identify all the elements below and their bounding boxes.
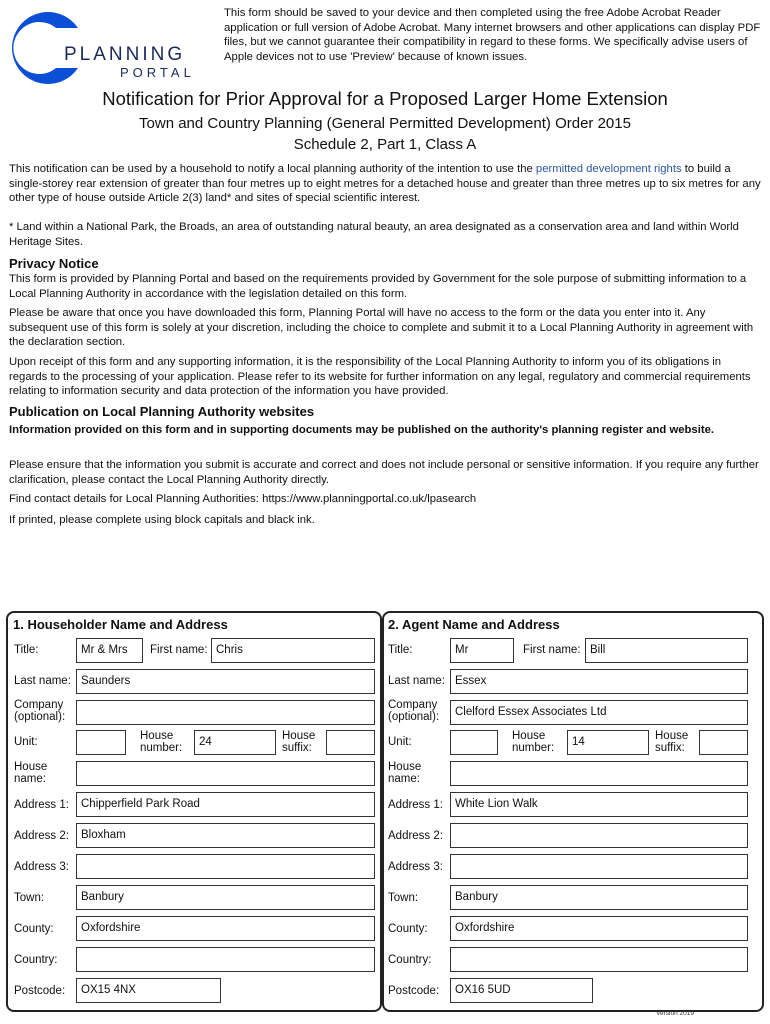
label-last-name: Last name: <box>14 675 71 687</box>
label-company-optional: (optional): <box>388 711 440 723</box>
label-town: Town: <box>388 892 419 904</box>
label-first-name: First name: <box>150 644 208 656</box>
label-company: Company <box>388 699 438 711</box>
householder-first-name-field[interactable]: Chris <box>211 638 375 663</box>
label-house-name: House <box>14 761 48 773</box>
label-postcode: Postcode: <box>388 985 440 997</box>
householder-town-field[interactable]: Banbury <box>76 885 375 910</box>
householder-address-2-field[interactable]: Bloxham <box>76 823 375 848</box>
label-title: Title: <box>388 644 413 656</box>
label-town: Town: <box>14 892 45 904</box>
label-house-suffix: House <box>655 730 689 742</box>
householder-county-field[interactable]: Oxfordshire <box>76 916 375 941</box>
agent-company-field[interactable]: Clelford Essex Associates Ltd <box>450 700 748 725</box>
agent-county-field[interactable]: Oxfordshire <box>450 916 748 941</box>
intro-paragraph: This notification can be used by a household to notify a local planning authority of the intention to use the permitted development rights to build a single-storey rear extension of greater than four metres up to eight metres for a detached house and greater than three metres up to six metres for any other type of house outside Article 2(3) land* and sites of special scientific interest. <box>9 163 761 204</box>
privacy-paragraph-1: This form is provided by Planning Portal and based on the requirements provided by Government for the sole purpose of submitting information to a Local Planning Authority in accordance with the legislation detailed on this form. <box>9 273 747 300</box>
lpa-contact-text: Find contact details for Local Planning Authorities: https://www.planningportal.co.uk/lpasearch <box>9 493 477 505</box>
label-house-number-2: number: <box>512 742 555 754</box>
householder-heading: 1. Householder Name and Address <box>13 617 228 632</box>
agent-house-suffix-field[interactable] <box>699 730 748 755</box>
privacy-paragraph-2: Please be aware that once you have downloaded this form, Planning Portal will have no access to the form or the data you enter into it. Any subsequent use of this form is solely at your discretion, including the choice to complete and submit it to a Local Planning Authority in agreement with the declaration section. <box>9 307 754 348</box>
agent-unit-field[interactable] <box>450 730 498 755</box>
label-house-name-2: name: <box>14 773 46 785</box>
label-last-name: Last name: <box>388 675 445 687</box>
agent-first-name-field[interactable]: Bill <box>585 638 748 663</box>
label-house-number: House <box>512 730 546 742</box>
householder-address-3-field[interactable] <box>76 854 375 879</box>
householder-last-name-field[interactable]: Saunders <box>76 669 375 694</box>
agent-postcode-field[interactable]: OX16 5UD <box>450 978 593 1003</box>
label-address-1: Address 1: <box>14 799 69 811</box>
privacy-paragraph-3: Upon receipt of this form and any supporting information, it is the responsibility of the Local Planning Authority to inform you of its obligations in regards to the processing of your application. Please refer to its website for further information on any legal, regulatory and commercial requirements relating to information security and data protection of the information you have provided. <box>9 356 751 397</box>
label-county: County: <box>14 923 54 935</box>
agent-heading: 2. Agent Name and Address <box>388 617 560 632</box>
print-instructions: If printed, please complete using block capitals and black ink. <box>9 514 315 526</box>
label-country: Country: <box>388 954 432 966</box>
permitted-development-link[interactable]: permitted development rights <box>535 163 682 175</box>
label-unit: Unit: <box>14 736 38 748</box>
label-postcode: Postcode: <box>14 985 66 997</box>
publication-paragraph-1: Please ensure that the information you submit is accurate and correct and does not include personal or sensitive information. If you require any further clarification, please contact the Local Planning Authority directly. <box>9 459 759 486</box>
agent-address-3-field[interactable] <box>450 854 748 879</box>
agent-house-name-field[interactable] <box>450 761 748 786</box>
agent-address-1-field[interactable]: White Lion Walk <box>450 792 748 817</box>
label-unit: Unit: <box>388 736 412 748</box>
label-house-name: House <box>388 761 422 773</box>
householder-house-number-field[interactable]: 24 <box>194 730 276 755</box>
logo-text-portal: PORTAL <box>120 65 195 80</box>
householder-unit-field[interactable] <box>76 730 126 755</box>
label-house-number: House <box>140 730 174 742</box>
label-house-suffix: House <box>282 730 316 742</box>
agent-house-number-field[interactable]: 14 <box>567 730 649 755</box>
label-house-suffix-2: suffix: <box>282 742 312 754</box>
form-title: Notification for Prior Approval for a Proposed Larger Home Extension <box>102 88 668 109</box>
label-address-2: Address 2: <box>388 830 443 842</box>
form-subtitle: Town and Country Planning (General Permitted Development) Order 2015 <box>139 115 631 132</box>
label-address-3: Address 3: <box>14 861 69 873</box>
logo-text-planning: PLANNING <box>64 44 186 65</box>
label-company: Company <box>14 699 64 711</box>
version-label: Version 2019 <box>656 1010 694 1017</box>
agent-town-field[interactable]: Banbury <box>450 885 748 910</box>
label-house-number-2: number: <box>140 742 183 754</box>
label-title: Title: <box>14 644 39 656</box>
label-address-2: Address 2: <box>14 830 69 842</box>
label-country: Country: <box>14 954 58 966</box>
householder-house-suffix-field[interactable] <box>326 730 375 755</box>
publication-bold-notice: Information provided on this form and in supporting documents may be published on the authority's planning register and website. <box>9 424 715 436</box>
householder-country-field[interactable] <box>76 947 375 972</box>
privacy-heading: Privacy Notice <box>9 256 99 271</box>
label-company-optional: (optional): <box>14 711 66 723</box>
householder-house-name-field[interactable] <box>76 761 375 786</box>
label-county: County: <box>388 923 428 935</box>
householder-company-field[interactable] <box>76 700 375 725</box>
householder-postcode-field[interactable]: OX15 4NX <box>76 978 221 1003</box>
form-schedule: Schedule 2, Part 1, Class A <box>293 136 477 153</box>
label-first-name: First name: <box>523 644 581 656</box>
label-house-name-2: name: <box>388 773 420 785</box>
agent-title-field[interactable]: Mr <box>450 638 514 663</box>
agent-country-field[interactable] <box>450 947 748 972</box>
footnote: * Land within a National Park, the Broads, an area of outstanding natural beauty, an area designated as a conservation area and land within World Heritage Sites. <box>9 221 739 248</box>
software-notice: This form should be saved to your device and then completed using the free Adobe Acrobat Reader application or full version of Adobe Acrobat. Many internet browsers and other applications can display PDF files, but we cannot guarantee their compatibility in regard to these forms. We specifically advise users of Apple devices not to use 'Preview' because of known issues. <box>224 7 761 63</box>
householder-address-1-field[interactable]: Chipperfield Park Road <box>76 792 375 817</box>
publication-heading: Publication on Local Planning Authority websites <box>9 404 315 419</box>
label-address-3: Address 3: <box>388 861 443 873</box>
agent-last-name-field[interactable]: Essex <box>450 669 748 694</box>
agent-address-2-field[interactable] <box>450 823 748 848</box>
label-address-1: Address 1: <box>388 799 443 811</box>
householder-title-field[interactable]: Mr & Mrs <box>76 638 143 663</box>
label-house-suffix-2: suffix: <box>655 742 685 754</box>
